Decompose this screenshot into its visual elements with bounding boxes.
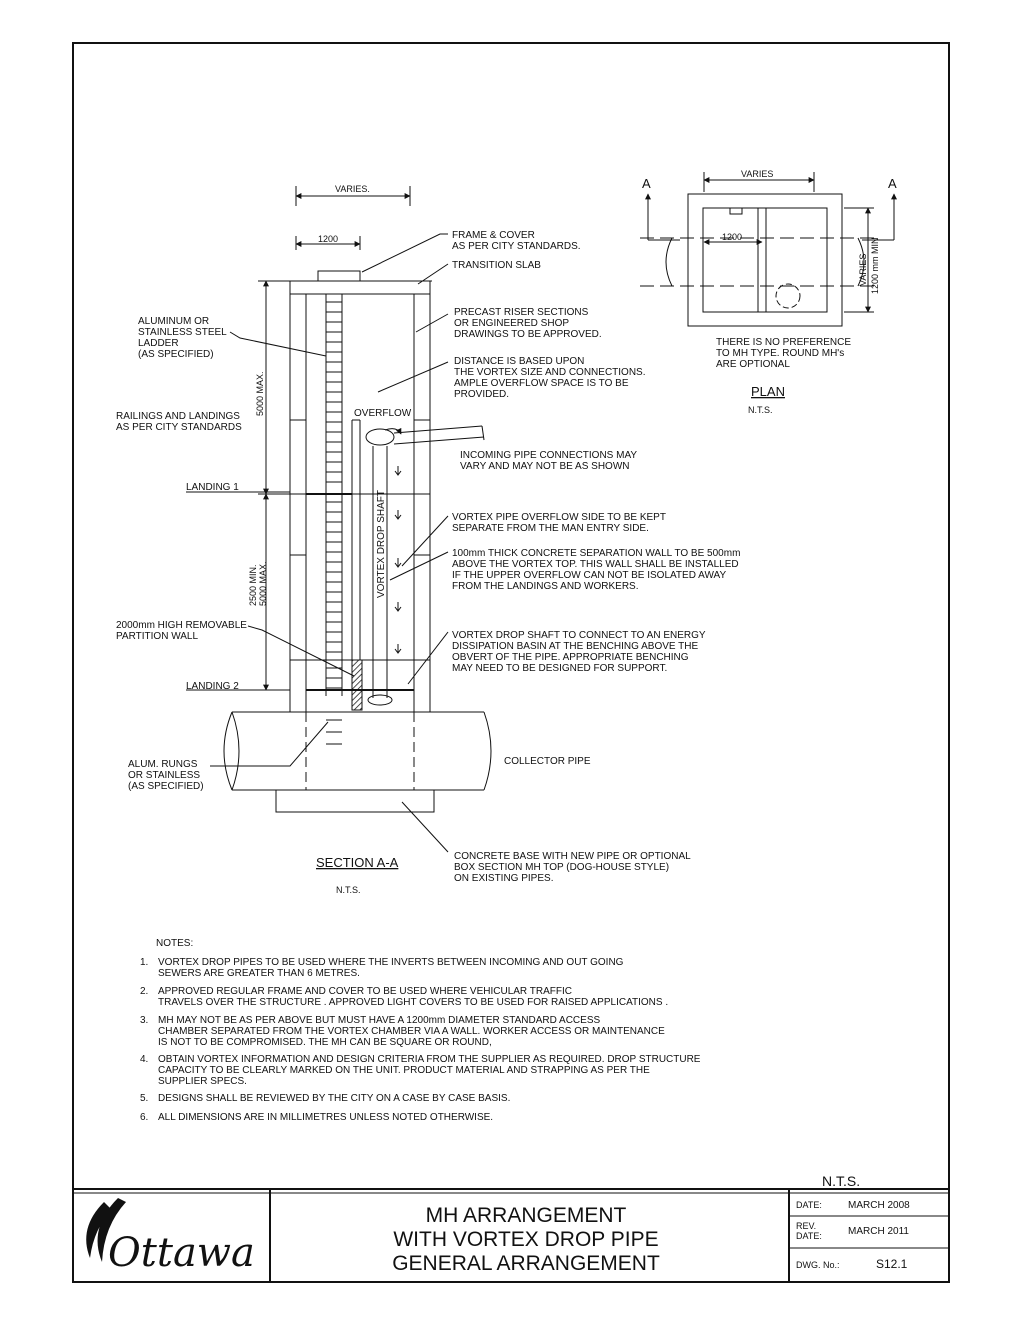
partition-wall-label: 2000mm HIGH REMOVABLE PARTITION WALL — [116, 620, 247, 642]
landing-2-label: LANDING 2 — [186, 681, 239, 692]
note-number: 3. — [140, 1015, 149, 1026]
ladder-label: ALUMINUM OR STAINLESS STEEL LADDER (AS SPECIFIED) — [138, 316, 227, 360]
note-text: ALL DIMENSIONS ARE IN MILLIMETRES UNLESS NOTED OTHERWISE. — [158, 1112, 494, 1123]
dwg-no-value: S12.1 — [876, 1257, 908, 1271]
scale-label: N.T.S. — [822, 1173, 861, 1189]
section-5000-dim: 5000 MAX. — [255, 371, 265, 416]
plan-drawing — [640, 172, 894, 326]
incoming-pipe-label: INCOMING PIPE CONNECTIONS MAY VARY AND MAY NOT BE AS SHOWN — [460, 450, 638, 472]
precast-riser-label: PRECAST RISER SECTIONS OR ENGINEERED SHOP DRAWINGS TO BE APPROVED. — [454, 307, 602, 340]
plan-mark-a-left: A — [642, 176, 651, 191]
concrete-base-label: CONCRETE BASE WITH NEW PIPE OR OPTIONAL BOX SECTION MH TOP (DOG-HOUSE STYLE) ON EXISTING PIPES. — [454, 851, 691, 884]
plan-varies-dim: VARIES — [741, 169, 774, 179]
landing-1-label: LANDING 1 — [186, 482, 239, 493]
section-2500-dim: 2500 MIN. — [248, 564, 258, 606]
overflow-side-label: VORTEX PIPE OVERFLOW SIDE TO BE KEPT SEPARATE FROM THE MAN ENTRY SIDE. — [452, 512, 666, 534]
collector-pipe-label: COLLECTOR PIPE — [504, 756, 591, 767]
note-number: 4. — [140, 1054, 149, 1065]
plan-nts: N.T.S. — [748, 405, 773, 415]
drawing-title: MH ARRANGEMENT WITH VORTEX DROP PIPE GENERAL ARRANGEMENT — [392, 1204, 660, 1275]
plan-varies-side: VARIES — [858, 253, 868, 286]
overflow-label: OVERFLOW — [354, 408, 412, 419]
frame-cover-label: FRAME & COVER AS PER CITY STANDARDS. — [452, 230, 581, 252]
note-text: MH MAY NOT BE AS PER ABOVE BUT MUST HAVE A 1200mm DIAMETER STANDARD ACCESS CHAMBER SEPARATED FROM THE VORTEX CHAMBER VIA A WALL. WORKER ACCESS OR MAINTENANCE IS NOT TO BE COMPROMISED. THE MH CAN BE SQUARE OR ROUND, — [158, 1015, 665, 1048]
railings-label: RAILINGS AND LANDINGS AS PER CITY STANDARDS — [116, 411, 242, 433]
rev-date-value: MARCH 2011 — [848, 1226, 909, 1237]
plan-1200-dim: 1200 — [722, 232, 743, 242]
plan-note: THERE IS NO PREFERENCE TO MH TYPE. ROUND MH's ARE OPTIONAL — [716, 337, 852, 370]
distance-label: DISTANCE IS BASED UPON THE VORTEX SIZE AND CONNECTIONS. AMPLE OVERFLOW SPACE IS TO BE PROVIDED. — [454, 356, 646, 400]
plan-title: PLAN — [751, 384, 785, 399]
ottawa-logo: Ottawa — [108, 1230, 255, 1276]
section-varies-dim: VARIES. — [335, 184, 370, 194]
section-title: SECTION A-A — [316, 855, 399, 870]
separation-wall-label: 100mm THICK CONCRETE SEPARATION WALL TO BE 500mm ABOVE THE VORTEX TOP. THIS WALL SHALL BE INSTALLED IF THE UPPER OVERFLOW CAN NOT BE ISOLATED AWAY FROM THE LANDINGS AND WORKERS. — [452, 548, 741, 592]
date-label: DATE: — [796, 1200, 822, 1210]
note-text: APPROVED REGULAR FRAME AND COVER TO BE USED WHERE VEHICULAR TRAFFIC TRAVELS OVER THE STRUCTURE . APPROVED LIGHT COVERS TO BE USED FOR RAISED APPLICATIONS . — [158, 986, 669, 1008]
note-text: VORTEX DROP PIPES TO BE USED WHERE THE INVERTS BETWEEN INCOMING AND OUT GOING SEWERS ARE GREATER THAN 6 METRES. — [158, 957, 624, 979]
note-text: DESIGNS SHALL BE REVIEWED BY THE CITY ON A CASE BY CASE BASIS. — [158, 1093, 511, 1104]
section-5000-dim-2: 5000 MAX. — [258, 561, 268, 606]
note-number: 5. — [140, 1093, 149, 1104]
drop-shaft-note: VORTEX DROP SHAFT TO CONNECT TO AN ENERGY DISSIPATION BASIN AT THE BENCHING ABOVE THE OBVERT OF THE PIPE. APPROPRIATE BENCHING MAY NEED TO BE DESIGNED FOR SUPPORT. — [452, 630, 706, 674]
section-1200-dim: 1200 — [318, 234, 339, 244]
vortex-drop-shaft-label: VORTEX DROP SHAFT — [376, 490, 387, 598]
note-text: OBTAIN VORTEX INFORMATION AND DESIGN CRITERIA FROM THE SUPPLIER AS REQUIRED. DROP STRUCTURE CAPACITY TO BE CLEARLY MARKED ON THE UNIT. PRODUCT MATERIAL AND STRAPPING AS PER THE SUPPLIER SPECS. — [158, 1054, 701, 1087]
rev-date-label: REV. DATE: — [796, 1221, 822, 1241]
note-number: 2. — [140, 986, 149, 997]
rungs-label: ALUM. RUNGS OR STAINLESS (AS SPECIFIED) — [128, 759, 204, 792]
date-value: MARCH 2008 — [848, 1200, 910, 1211]
note-number: 1. — [140, 957, 149, 968]
plan-mark-a-right: A — [888, 176, 897, 191]
dwg-no-label: DWG. No.: — [796, 1260, 840, 1270]
section-a-a-drawing — [186, 184, 491, 852]
note-number: 6. — [140, 1112, 149, 1123]
notes-heading: NOTES: — [156, 938, 194, 949]
plan-min-dim: 1200 mm MIN — [870, 237, 880, 294]
notes-list — [140, 957, 701, 1123]
section-nts: N.T.S. — [336, 885, 361, 895]
transition-slab-label: TRANSITION SLAB — [452, 260, 541, 271]
